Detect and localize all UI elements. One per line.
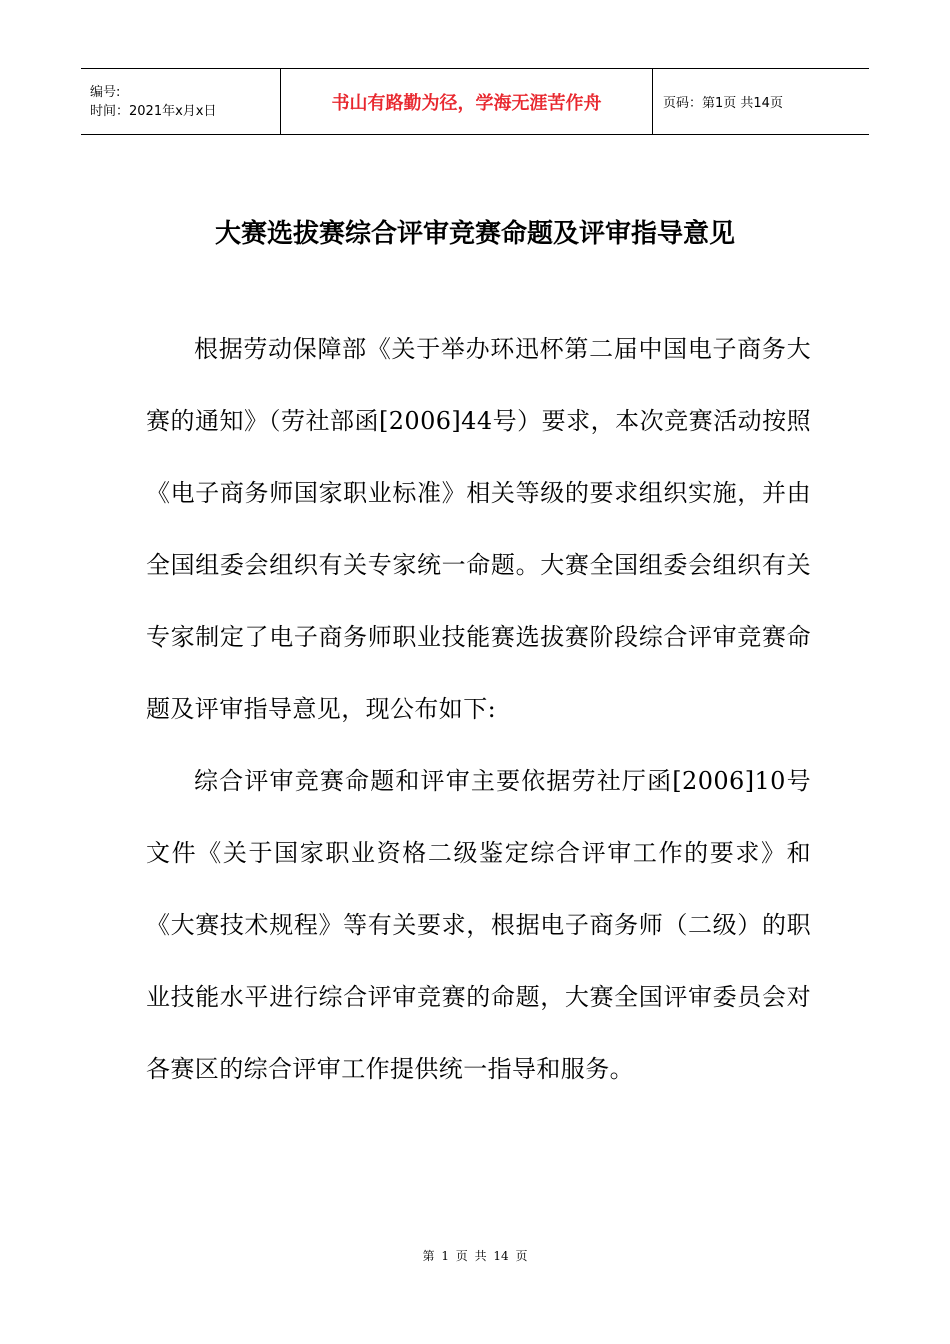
page-footer: 第 1 页 共 14 页 [422,1249,528,1263]
header-table [81,68,869,135]
header-info-cell [81,69,281,134]
document-body [146,313,811,1105]
date-label: 时间：2021年x月x日 [90,103,217,119]
paragraph-1: 根据劳动保障部《关于举办环迅杯第二届中国电子商务大赛的通知》（劳社部函[2006]44号）要求，本次竞赛活动按照《电子商务师国家职业标准》相关等级的要求组织实施，并由全国组委会组织有关专家统一命题。大赛全国组委会组织有关专家制定了电子商务师职业技能赛选拔赛阶段综合评审竞赛命题及评审指导意见，现公布如下: [146,335,811,723]
header-page-cell [653,69,869,134]
motto-text: 书山有路勤为径，学海无涯苦作舟 [331,92,602,114]
paragraph-2: 综合评审竞赛命题和评审主要依据劳社厅函[2006]10号文件《关于国家职业资格二级鉴定综合评审工作的要求》和《大赛技术规程》等有关要求，根据电子商务师（二级）的职业技能水平进行综合评审竞赛的命题，大赛全国评审委员会对各赛区的综合评审工作提供统一指导和服务。 [146,767,811,1083]
number-label: 编号: [90,84,121,100]
header-motto-cell [281,69,653,134]
document-title: 大赛选拔赛综合评审竞赛命题及评审指导意见 [214,219,735,249]
page-label: 页码：第1页 共14页 [663,96,783,111]
